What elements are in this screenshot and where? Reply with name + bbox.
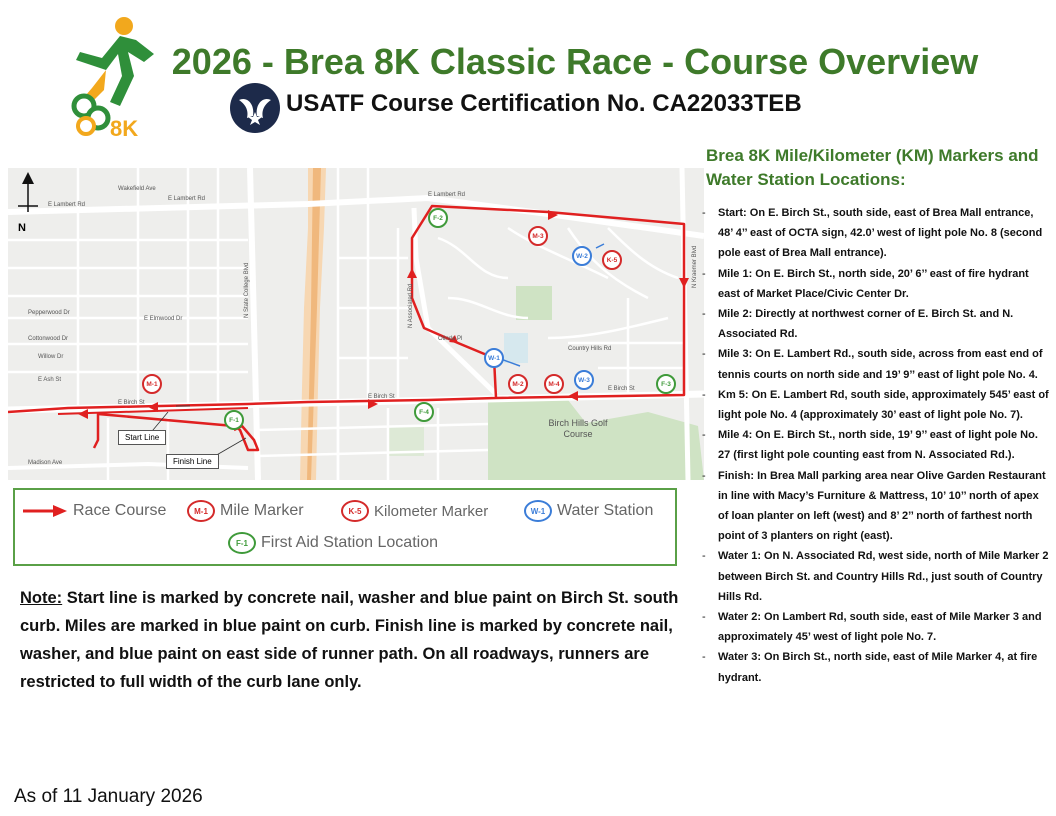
street-wakefield: Wakefield Ave — [118, 186, 156, 192]
street-lambert-w: E Lambert Rd — [48, 202, 86, 208]
mile-marker-1[interactable]: M-1 — [142, 374, 162, 394]
legend-aid-label: First Aid Station Location — [261, 534, 438, 551]
course-note — [20, 584, 680, 696]
legend-water-label: Water Station — [557, 502, 654, 519]
mile-marker-2[interactable]: M-2 — [508, 374, 528, 394]
street-birch-w: E Birch St — [118, 400, 145, 406]
first-aid-1[interactable]: F-1 — [224, 410, 244, 430]
street-birch-e: E Birch St — [608, 386, 635, 392]
first-aid-3[interactable]: F-3 — [656, 374, 676, 394]
marker-item-water-3: - Water 3: On Birch St., north side, east of Mile Marker 4, at fire hydrant. — [702, 647, 1050, 687]
marker-item-km-5: - Km 5: On E. Lambert Rd, south side, approximately 545’ east of light pole No. 4 (approximately 30’ east of light pole No. 7). — [702, 385, 1050, 425]
legend-km-label: Kilometer Marker — [374, 502, 489, 520]
street-elmwood: E Elmwood Dr — [144, 316, 183, 322]
certification-number: USATF Course Certification No. CA22033TEB — [286, 90, 802, 117]
street-associated: N Associated Rd — [408, 283, 414, 328]
note-text: Start line is marked by concrete nail, washer and blue paint on Birch St. south curb. Miles are marked in blue paint on curb. Finish line is marked by concrete nail, washer, and blue paint on east side of runner path. On all roadways, runners are restricted to full width of the curb lane only. — [20, 589, 679, 691]
street-peppertree: Pepperwood Dr — [28, 310, 70, 316]
first-aid-2[interactable]: F-2 — [428, 208, 448, 228]
race-logo — [62, 10, 162, 140]
mile-marker-4[interactable]: M-4 — [544, 374, 564, 394]
north-label: N — [18, 222, 26, 234]
street-lambert-e: E Lambert Rd — [428, 192, 466, 198]
street-kraemer: N Kraemer Blvd — [692, 245, 698, 288]
marker-item-water-2: - Water 2: On Lambert Rd, south side, east of Mile Marker 3 and approximately 45’ west of light pole No. 7. — [702, 607, 1050, 647]
page-title: 2026 - Brea 8K Classic Race - Course Overview — [171, 41, 979, 82]
water-station-2[interactable]: W-2 — [572, 246, 592, 266]
legend-aid-icon: F-1 — [228, 532, 256, 554]
north-arrow-icon — [16, 172, 40, 216]
mile-marker-3[interactable]: M-3 — [528, 226, 548, 246]
race-course-arrow-icon — [23, 504, 67, 518]
logo-8k-text: 8K — [110, 116, 139, 140]
street-madison: Madison Ave — [28, 460, 63, 466]
legend-race-course — [23, 502, 166, 520]
marker-item-mile-3: - Mile 3: On E. Lambert Rd., south side, across from east end of tennis courts on north side and 19’ 9’’ east of light pole No. 4. — [702, 344, 1050, 384]
legend-mile-marker — [187, 500, 304, 522]
marker-item-water-1: - Water 1: On N. Associated Rd, west side, north of Mile Marker 2 between Birch St. and Country Hills Rd., just south of Country Hills Rd. — [702, 546, 1050, 607]
finish-line-label: Finish Line — [166, 454, 219, 469]
legend-km-icon: K-5 — [341, 500, 369, 522]
street-willow: Willow Dr — [38, 354, 64, 360]
legend-km-marker — [341, 500, 488, 522]
water-station-1[interactable]: W-1 — [484, 348, 504, 368]
water-station-3[interactable]: W-3 — [574, 370, 594, 390]
markers-list — [702, 203, 1050, 688]
usatf-logo — [229, 82, 281, 134]
legend-mile-icon: M-1 — [187, 500, 215, 522]
street-state-college: N State College Blvd — [244, 262, 250, 318]
course-map[interactable] — [8, 168, 704, 480]
start-line-label: Start Line — [118, 430, 166, 445]
marker-item-start: - Start: On E. Birch St., south side, east of Brea Mall entrance, 48’ 4’’ east of OCTA sign, 42.0’ west of light pole No. 8 (second pole east of Brea Mall entrance). — [702, 203, 1050, 264]
legend-water-icon: W-1 — [524, 500, 552, 522]
markers-heading: Brea 8K Mile/Kilometer (KM) Markers and Water Station Locations: — [706, 146, 1039, 189]
marker-item-mile-2: - Mile 2: Directly at northwest corner of E. Birch St. and N. Associated Rd. — [702, 304, 1050, 344]
marker-item-mile-4: - Mile 4: On E. Birch St., north side, 19’ 9’’ east of light pole No. 27 (first light pole counting east from N. Associated Rd.). — [702, 425, 1050, 465]
marker-item-finish: - Finish: In Brea Mall parking area near Olive Garden Restaurant in line with Macy’s Furniture & Mattress, 10’ 10’’ north of apex of loan planter on left (west) and 8’ 2’’ north of farthest north point of 3 planters on right (east). — [702, 466, 1050, 547]
legend-first-aid — [228, 532, 438, 554]
as-of-date: As of 11 January 2026 — [14, 786, 203, 807]
km-marker-5[interactable]: K-5 — [602, 250, 622, 270]
street-cottonwood: Cottonwood Dr — [28, 336, 69, 342]
first-aid-4[interactable]: F-4 — [414, 402, 434, 422]
street-ash: E Ash St — [38, 377, 62, 383]
note-label: Note: — [20, 589, 63, 607]
street-country-hills: Country Hills Rd — [568, 346, 612, 352]
map-legend — [13, 488, 677, 566]
legend-mile-label: Mile Marker — [220, 502, 304, 519]
marker-item-mile-1: - Mile 1: On E. Birch St., north side, 20’ 6’’ east of fire hydrant east of Market Place/Civic Center Dr. — [702, 264, 1050, 304]
legend-race-course-label: Race Course — [73, 502, 167, 519]
street-birch-mid: E Birch St — [368, 394, 395, 400]
street-lambert-mid: E Lambert Rd — [168, 196, 206, 202]
golf-course-label: Birch Hills Golf Course — [548, 418, 608, 439]
legend-water-station — [524, 500, 653, 522]
street-olinda: Olinda Pl — [438, 336, 463, 342]
